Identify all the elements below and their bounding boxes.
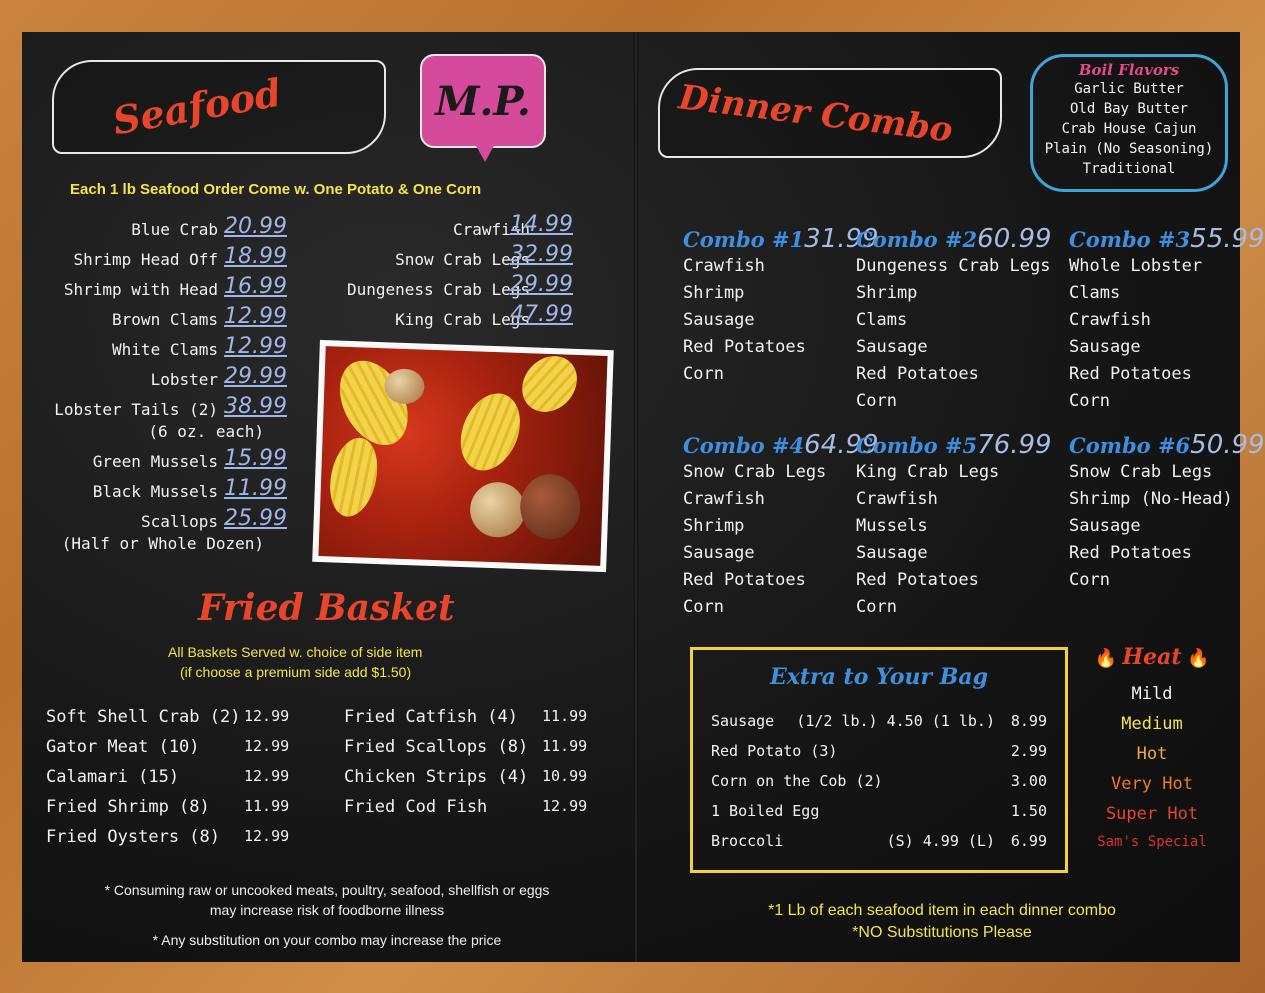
fried-item-price: 12.99 <box>244 827 290 845</box>
item-note: (Half or Whole Dozen) <box>61 534 264 553</box>
item-name: Shrimp Head Off <box>73 250 218 269</box>
extras-title: Extra to Your Bag <box>770 664 988 690</box>
extra-price: 3.00 <box>1010 772 1047 790</box>
extra-name: Corn on the Cob (2) <box>711 772 883 790</box>
combo-item: Sausage <box>1069 337 1141 357</box>
combo-price: 55.99 <box>1190 224 1265 254</box>
item-price: 18.99 <box>224 244 287 269</box>
fried-item-price: 11.99 <box>542 707 588 725</box>
combo-price: 76.99 <box>977 430 1052 460</box>
boil-flavors-box <box>1030 54 1228 192</box>
seafood-menu-item <box>93 452 218 471</box>
combo-price: 64.99 <box>804 430 879 460</box>
extra-price: 1.50 <box>1010 802 1047 820</box>
menu-board <box>22 32 1265 962</box>
combo-label: Combo #2 <box>856 227 978 252</box>
seafood-menu-item <box>93 482 218 501</box>
fried-item-price: 11.99 <box>244 797 290 815</box>
extra-detail: (S) 4.99 (L) <box>886 832 995 850</box>
combo-heading <box>1069 430 1265 460</box>
boil-flavors-title: Boil Flavors <box>1078 61 1180 79</box>
combo-item: Corn <box>856 391 897 411</box>
item-name: Scallops <box>140 512 218 531</box>
seafood-menu-item <box>151 370 218 389</box>
combo-item: Shrimp <box>856 283 918 303</box>
fried-basket-subtitle-2: (if choose a premium side add $1.50) <box>180 664 412 680</box>
market-price-bubble: M.P. <box>420 54 546 148</box>
fried-item-name: Fried Catfish (4) <box>344 707 518 727</box>
extra-price: 2.99 <box>1010 742 1047 760</box>
combo-label: Combo #1 <box>683 227 805 252</box>
combo-heading <box>683 430 879 460</box>
seafood-menu-item <box>131 220 218 239</box>
combo-item: Corn <box>683 597 724 617</box>
item-name: Black Mussels <box>92 482 218 501</box>
combo-item: Crawfish <box>856 489 938 509</box>
consumption-warning-2: may increase risk of foodborne illness <box>209 902 445 918</box>
combo-item: Shrimp <box>683 283 745 303</box>
flame-icon: 🔥 <box>1187 648 1210 669</box>
seafood-title: Seafood <box>109 69 285 144</box>
heat-level: Hot <box>1136 744 1168 764</box>
item-price: 29.99 <box>510 272 573 297</box>
seafood-menu-item <box>54 400 218 419</box>
seafood-subtitle: Each 1 lb Seafood Order Come w. One Potato & One Corn <box>70 181 482 198</box>
heat-title: Heat <box>1122 644 1182 670</box>
consumption-warning-1: * Consuming raw or uncooked meats, poultry, seafood, shellfish or eggs <box>104 882 550 898</box>
item-price: 20.99 <box>224 214 287 239</box>
extra-item <box>711 712 774 730</box>
heat-level: Very Hot <box>1111 774 1193 794</box>
combo-item: Corn <box>1069 570 1110 590</box>
combo-item: Whole Lobster <box>1069 256 1203 276</box>
heat-level: Medium <box>1121 714 1183 734</box>
flame-icon: 🔥 <box>1094 648 1117 669</box>
item-price: 25.99 <box>224 506 287 531</box>
fried-item-price: 10.99 <box>542 767 588 785</box>
fried-basket-title: Fried Basket <box>198 587 455 629</box>
item-name: Blue Crab <box>131 220 218 239</box>
combo-item: Snow Crab Legs <box>683 462 827 482</box>
combo-item: Red Potatoes <box>683 570 806 590</box>
combo-item: Sausage <box>683 543 755 563</box>
combo-price: 50.99 <box>1190 430 1265 460</box>
item-name: White Clams <box>112 340 218 359</box>
fried-item-price: 12.99 <box>244 767 290 785</box>
extra-item <box>711 772 883 790</box>
item-price: 38.99 <box>224 394 287 419</box>
bubble-tail <box>474 142 496 162</box>
extra-item <box>711 802 819 820</box>
item-price: 12.99 <box>224 304 287 329</box>
item-price: 47.99 <box>510 302 573 327</box>
seafood-menu-item: Dungeness Crab Legs <box>346 280 530 299</box>
item-note: (6 oz. each) <box>148 422 264 441</box>
extra-item <box>711 832 783 850</box>
extra-name: 1 Boiled Egg <box>711 802 820 820</box>
combo-label: Combo #3 <box>1069 227 1191 252</box>
fried-item-name: Gator Meat (10) <box>46 737 200 757</box>
flavor-item: Old Bay Butter <box>1069 101 1188 117</box>
boil-flavors-list <box>1033 79 1225 179</box>
dinner-combo-title: Dinner Combo <box>676 77 955 151</box>
combo-label: Combo #6 <box>1069 433 1191 458</box>
item-price: 15.99 <box>224 446 287 471</box>
combo-item: Sausage <box>856 543 928 563</box>
combo-item: Sausage <box>856 337 928 357</box>
heat-level: Super Hot <box>1105 804 1199 824</box>
combo-heading <box>856 224 1052 254</box>
item-name: Brown Clams <box>112 310 218 329</box>
seafood-menu-item <box>64 280 218 299</box>
extra-detail: (1/2 lb.) 4.50 (1 lb.) <box>796 712 995 730</box>
combo-item: Sausage <box>683 310 755 330</box>
flavor-item: Plain (No Seasoning) <box>1044 141 1214 157</box>
combo-price: 31.99 <box>804 224 879 254</box>
item-price: 12.99 <box>224 334 287 359</box>
combo-heading <box>856 430 1052 460</box>
combo-footnote-2: *NO Substitutions Please <box>852 924 1032 941</box>
extra-name: Sausage <box>711 712 775 730</box>
item-price: 11.99 <box>224 476 287 501</box>
item-price: 16.99 <box>224 274 287 299</box>
flavor-item: Garlic Butter <box>1074 81 1184 97</box>
fried-item-name: Chicken Strips (4) <box>344 767 529 787</box>
extra-item <box>711 742 837 760</box>
flavor-item: Crab House Cajun <box>1061 121 1197 137</box>
seafood-menu-item <box>112 310 218 329</box>
combo-item: Shrimp <box>683 516 745 536</box>
combo-heading <box>1069 224 1265 254</box>
combo-item: Clams <box>856 310 908 330</box>
fried-item-price: 11.99 <box>542 737 588 755</box>
combo-item: Sausage <box>1069 516 1141 536</box>
combo-price: 60.99 <box>977 224 1052 254</box>
item-name: Lobster Tails (2) <box>54 400 218 419</box>
combo-item: Clams <box>1069 283 1121 303</box>
combo-item: Corn <box>856 597 897 617</box>
combo-item: Corn <box>683 364 724 384</box>
item-name: Green Mussels <box>92 452 218 471</box>
combo-item: Red Potatoes <box>856 364 979 384</box>
seafood-menu-item: Crawfish <box>452 220 530 239</box>
seafood-menu-item: Snow Crab Legs <box>395 250 530 269</box>
combo-footnote-1: *1 Lb of each seafood item in each dinner combo <box>768 902 1116 919</box>
combo-item: Red Potatoes <box>683 337 806 357</box>
seafood-boil-photo <box>312 340 614 572</box>
combo-label: Combo #4 <box>683 433 805 458</box>
fried-item-name: Fried Oysters (8) <box>46 827 220 847</box>
item-name: Shrimp with Head <box>63 280 218 299</box>
combo-item: Shrimp (No-Head) <box>1069 489 1233 509</box>
combo-item: Crawfish <box>683 256 765 276</box>
combo-item: King Crab Legs <box>856 462 1000 482</box>
item-price: 14.99 <box>510 212 573 237</box>
seafood-menu-item <box>74 250 219 269</box>
fried-item-price: 12.99 <box>244 737 290 755</box>
fried-item-price: 12.99 <box>244 707 290 725</box>
fried-item-name: Calamari (15) <box>46 767 180 787</box>
center-fold <box>634 32 638 962</box>
combo-item: Red Potatoes <box>1069 543 1192 563</box>
substitution-note: * Any substitution on your combo may increase the price <box>152 932 502 948</box>
fried-item-name: Fried Scallops (8) <box>344 737 529 757</box>
combo-label: Combo #5 <box>856 433 978 458</box>
extra-name: Broccoli <box>711 832 784 850</box>
fried-item-price: 12.99 <box>542 797 588 815</box>
extra-name: Red Potato (3) <box>711 742 838 760</box>
flavor-item: Traditional <box>1082 161 1176 177</box>
combo-item: Red Potatoes <box>856 570 979 590</box>
fried-basket-subtitle-1: All Baskets Served w. choice of side item <box>168 644 423 660</box>
combo-item: Dungeness Crab Legs <box>856 256 1051 276</box>
extra-price: 8.99 <box>1010 712 1047 730</box>
fried-item-name: Fried Cod Fish <box>344 797 488 817</box>
item-price: 29.99 <box>224 364 287 389</box>
seafood-menu-item: King Crab Legs <box>395 310 530 329</box>
combo-item: Corn <box>1069 391 1110 411</box>
combo-item: Snow Crab Legs <box>1069 462 1213 482</box>
extras-box <box>690 647 1068 873</box>
heat-level: Sam's Special <box>1097 834 1207 850</box>
extra-price: 6.99 <box>1010 832 1047 850</box>
item-price: 32.99 <box>510 242 573 267</box>
fried-item-name: Fried Shrimp (8) <box>46 797 210 817</box>
item-name: Lobster <box>150 370 218 389</box>
seafood-menu-item <box>112 340 218 359</box>
heat-title-row <box>1077 644 1227 670</box>
combo-item: Red Potatoes <box>1069 364 1192 384</box>
seafood-menu-item <box>141 512 218 531</box>
fried-item-name: Soft Shell Crab (2) <box>46 707 241 727</box>
combo-heading <box>683 224 879 254</box>
heat-level: Mild <box>1131 684 1173 704</box>
combo-item: Crawfish <box>683 489 765 509</box>
combo-item: Crawfish <box>1069 310 1151 330</box>
combo-item: Mussels <box>856 516 928 536</box>
